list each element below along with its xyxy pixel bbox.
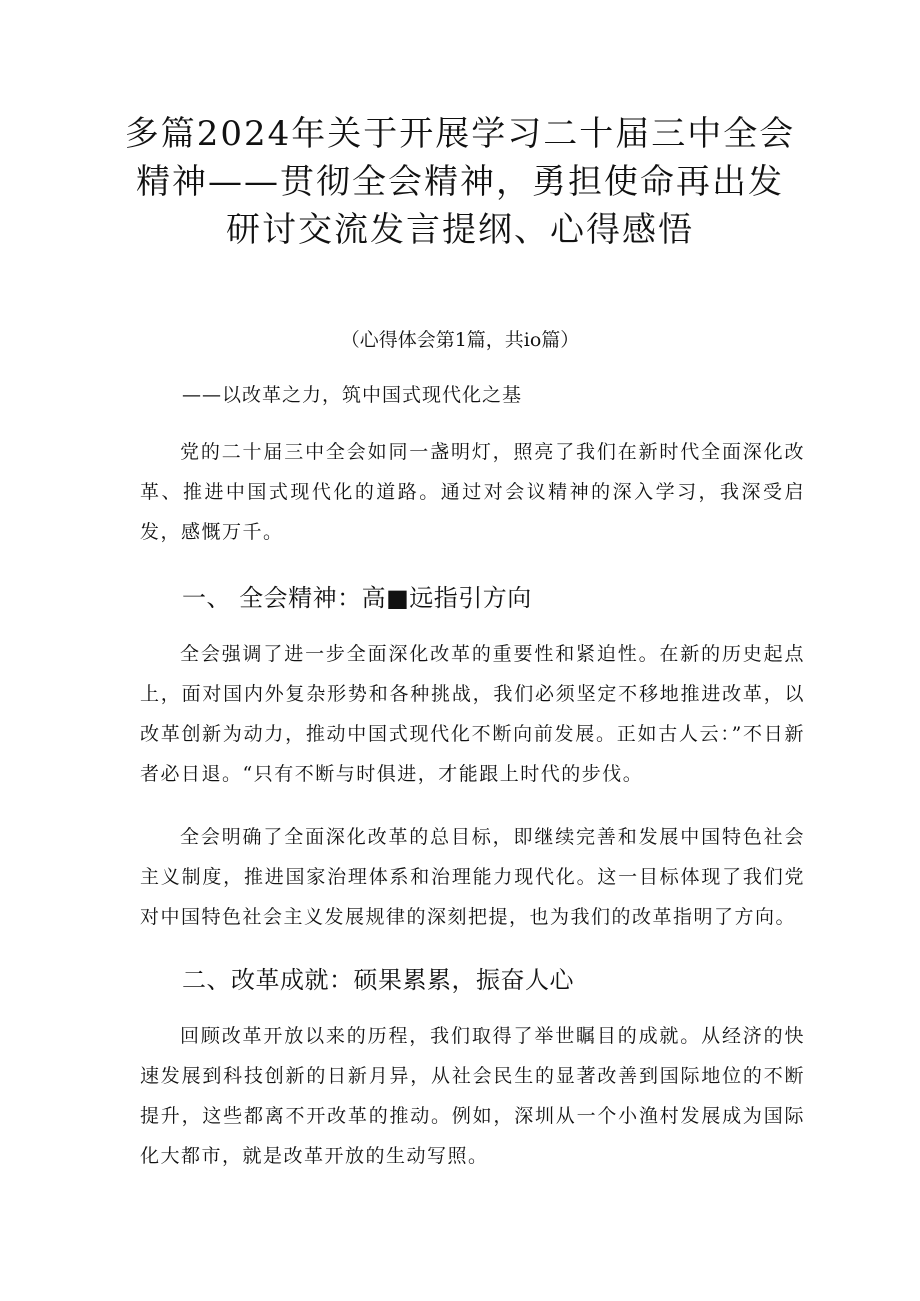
section-2-heading: 二、改革成就：硕果累累，振奋人心 bbox=[182, 966, 574, 994]
section-1-heading: 一、 全会精神：高■远指引方向 bbox=[182, 584, 532, 612]
section-1-paragraph-2: 全会明确了全面深化改革的总目标，即继续完善和发展中国特色社会主义制度，推进国家治理体系和治理能力现代化。这一目标体现了我们党对中国特色社会主义发展规律的深刻把提，也为我们的改革指明了方向。 bbox=[140, 826, 805, 928]
document-title bbox=[110, 110, 810, 254]
essay-counter: （心得体会第1篇，共io篇） bbox=[340, 329, 580, 351]
title-line-1: 多篇2024年关于开展学习二十届三中全会 bbox=[124, 114, 796, 154]
title-line-3: 研讨交流发言提纲、心得感悟 bbox=[226, 210, 694, 250]
intro-paragraph: 党的二十届三中全会如同一盏明灯，照亮了我们在新时代全面深化改革、推进中国式现代化的道路。通过对会议精神的深入学习，我深受启发，感慨万千。 bbox=[140, 441, 805, 543]
section-1-paragraph-1: 全会强调了进一步全面深化改革的重要性和紧迫性。在新的历史起点上，面对国内外复杂形势和各种挑战，我们必须坚定不移地推进改革，以改革创新为动力，推动中国式现代化不断向前发展。正如古人云：”不日新者必日退。“只有不断与时俱进，才能跟上时代的步伐。 bbox=[140, 643, 805, 785]
epigraph: ——以改革之力，筑中国式现代化之基 bbox=[182, 384, 523, 406]
section-2-paragraph-1: 回顾改革开放以来的历程，我们取得了举世瞩目的成就。从经济的快速发展到科技创新的日新月异，从社会民生的显著改善到国际地位的不断提升，这些都离不开改革的推动。例如，深圳从一个小渔村发展成为国际化大都市，就是改革开放的生动写照。 bbox=[140, 1025, 805, 1167]
title-line-2: 精神——贯彻全会精神，勇担使命再出发 bbox=[136, 162, 784, 202]
